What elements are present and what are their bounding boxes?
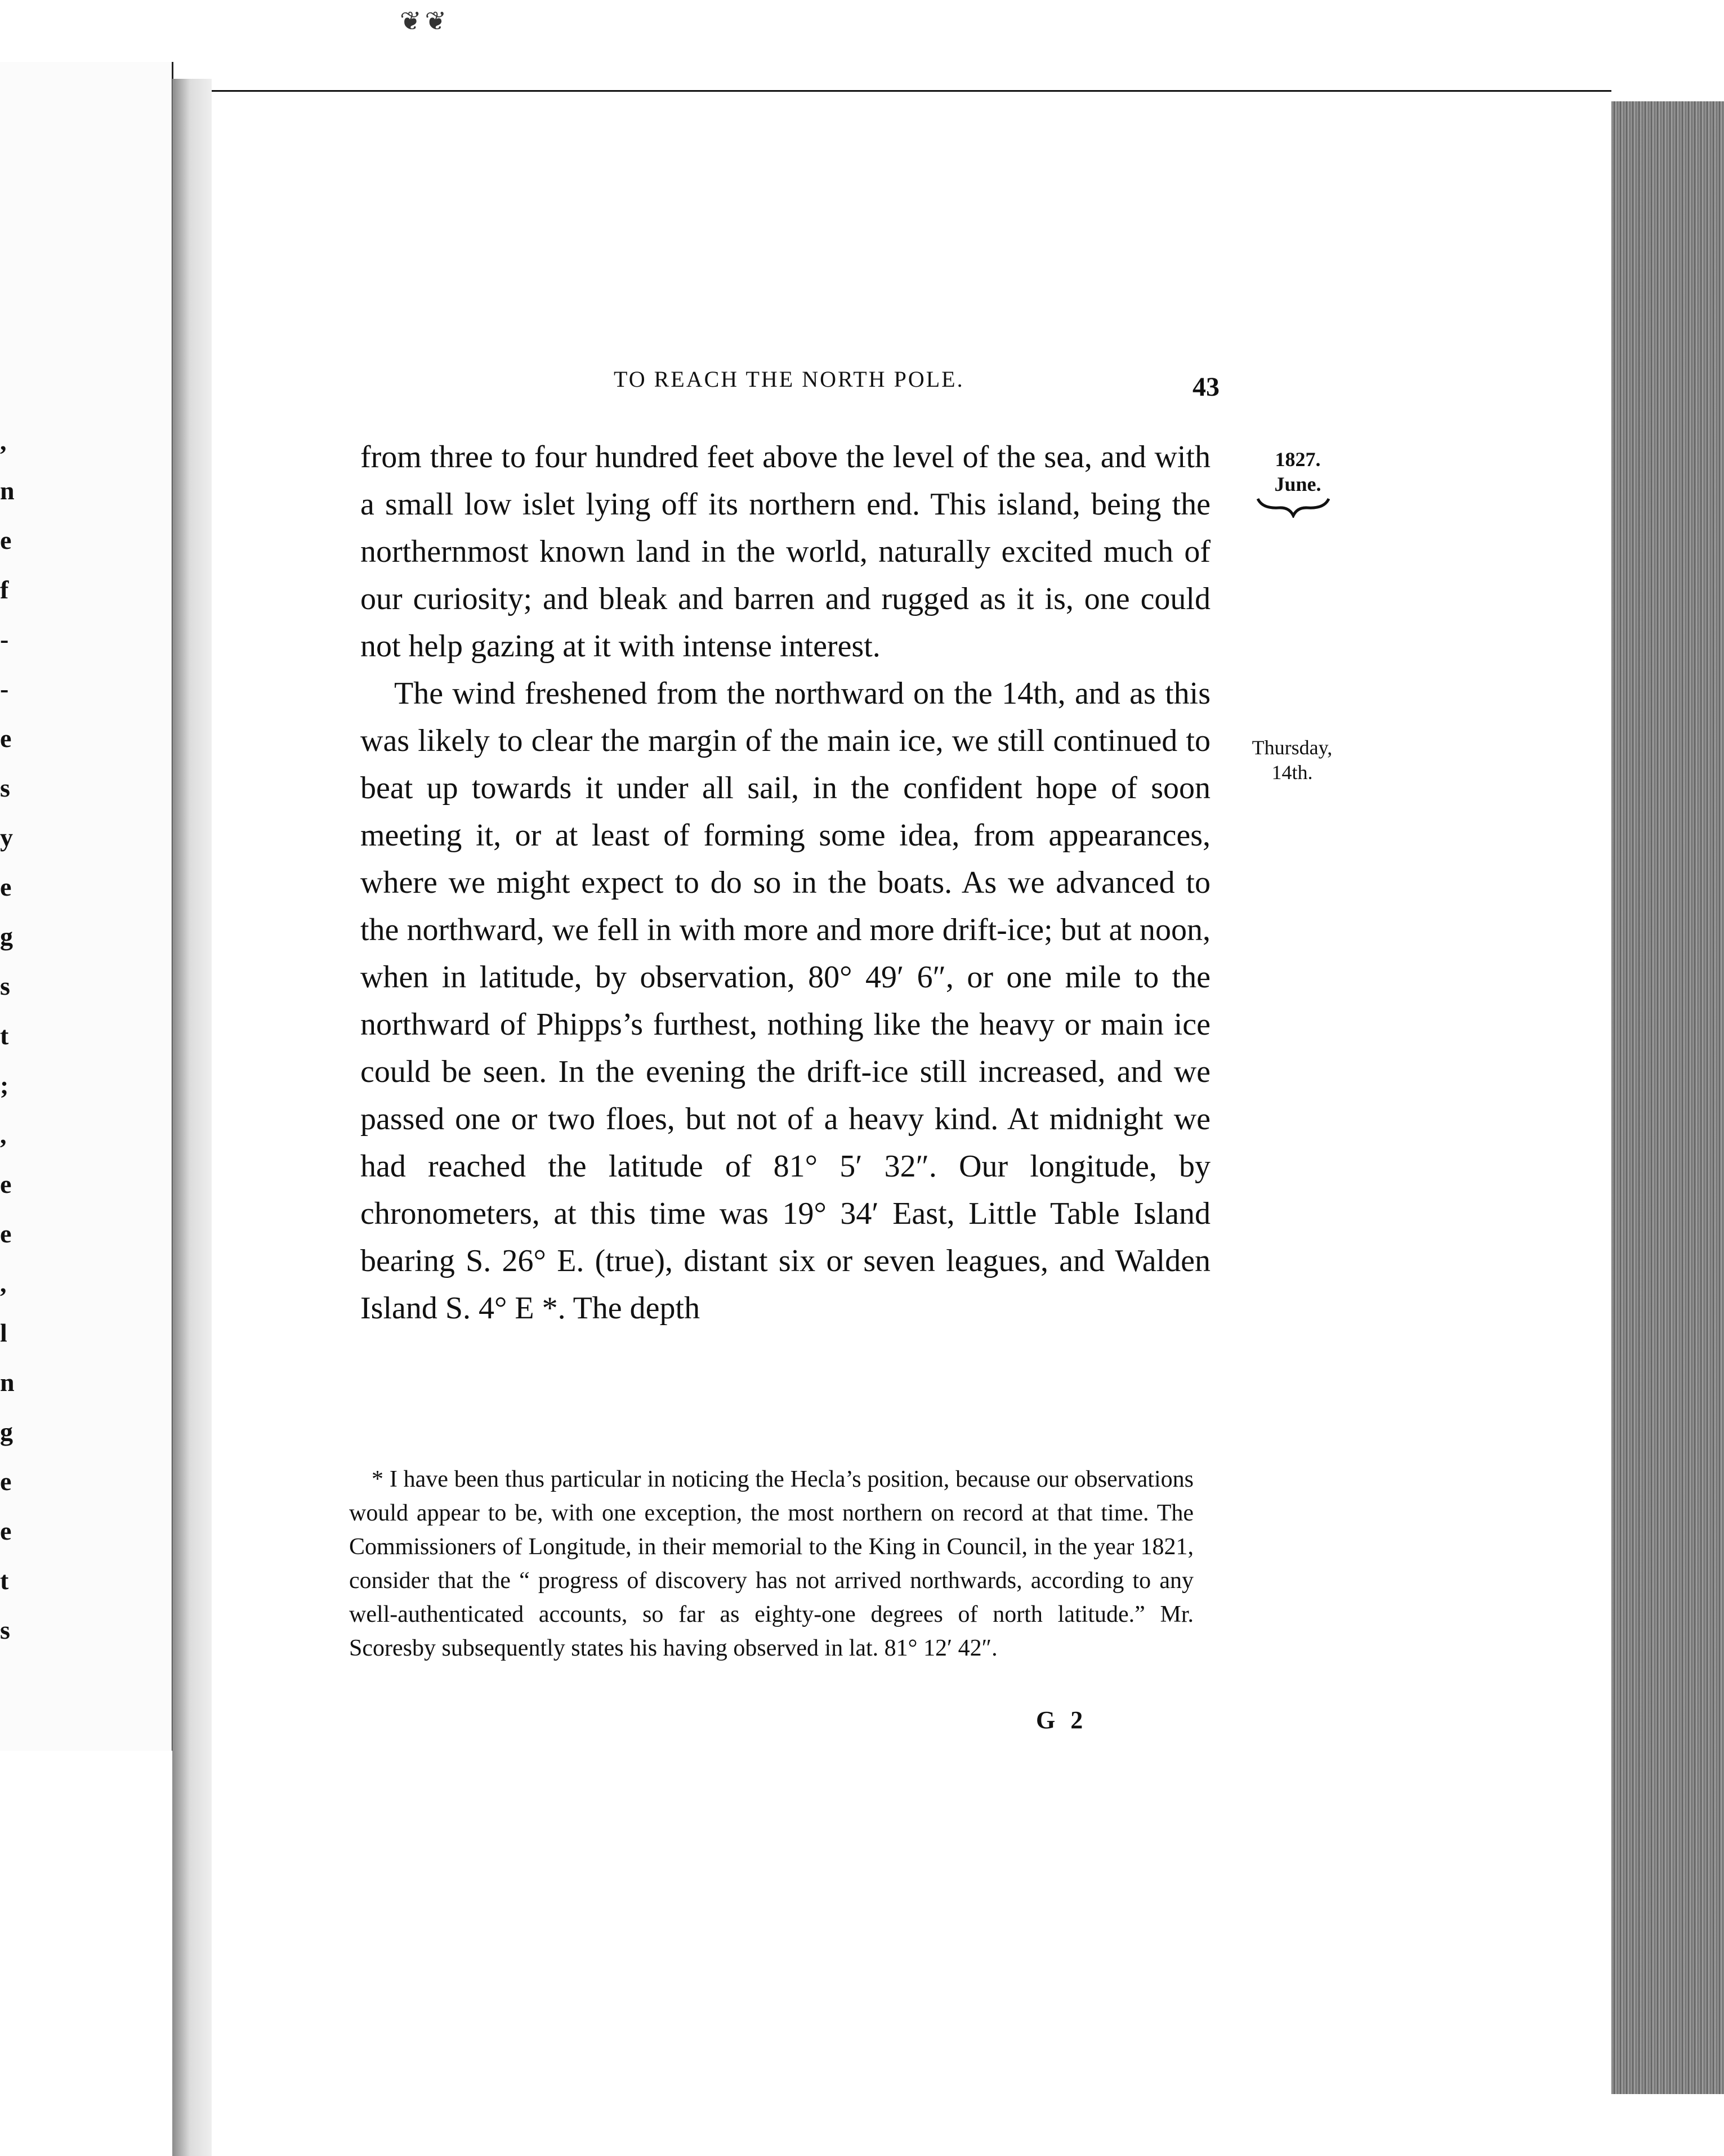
page-number: 43 — [1192, 372, 1220, 402]
left-margin-char: g — [0, 1417, 13, 1446]
sidenote-year — [1256, 447, 1340, 496]
running-head: TO REACH THE NORTH POLE. — [614, 366, 964, 392]
left-margin-char: e — [0, 1467, 12, 1496]
left-margin-char: e — [0, 724, 12, 753]
left-margin-char: , — [0, 1120, 7, 1149]
paragraph-1: from three to four hundred feet above the level of the sea, and with a small low islet lying off its northern end. This island, being the northernmost known land in the world, naturally excited much of our curiosity; and bleak and barren and rugged as it is, one could not help gazing at it with intense interest. — [360, 440, 1211, 664]
left-margin-char: y — [0, 823, 13, 852]
paragraph-2: The wind freshened from the northward on the 14th, and as this was likely to clear the margin of the main ice, we still continued to beat up towards it under all sail, in the confident hope of soon meeting it, or at least of forming some idea, from appearances, where we might expect to do so in the boats. As we advanced to the northward, we fell in with more and more drift-ice; but at noon, when in latitude, by observation, 80° 49′ 6″, or one mile to the northward of Phipps’s furthest, nothing like the heavy or main ice could be seen. In the evening the drift-ice still increased, and we passed one or two floes, but not of a heavy kind. At midnight we had reached the latitude of 81° 5′ 32″. Our longitude, by chronometers, at this time was 19° 34′ East, Little Table Island bearing S. 26° E. (true), distant six or seven leagues, and Walden Island S. 4° E *. The depth — [360, 676, 1211, 1326]
sidenote-day-text: Thursday, — [1252, 736, 1333, 759]
left-margin-char: t — [0, 1021, 9, 1050]
footnote-text: * I have been thus particular in noticing the Hecla’s position, because our observations would appear to be, with one exception, the most northern on record at that time. The Commissioners of Longitude, in their memorial to the King in Council, in the year 1821, consider that the “ progress of discovery has not arrived northwards, according to any well-authenticated accounts, so far as eighty-one degrees of north latitude.” Mr. Scoresby subsequently states his having observed in lat. 81° 12′ 42″. — [349, 1466, 1194, 1661]
left-margin-char: t — [0, 1566, 9, 1595]
left-margin-char: e — [0, 1219, 12, 1248]
left-margin-char: g — [0, 922, 13, 951]
left-margin-char: e — [0, 526, 12, 554]
left-margin-char: n — [0, 1368, 15, 1397]
left-page-text-fragments — [0, 417, 17, 1655]
sidenote-year-text: 1827. — [1275, 448, 1321, 471]
left-margin-char: n — [0, 476, 15, 505]
left-margin-char: s — [0, 773, 10, 802]
left-margin-char: , — [0, 1269, 7, 1298]
sidenote-month-text: June. — [1274, 473, 1321, 495]
book-gutter — [172, 79, 212, 2156]
page-stack-edge — [1611, 101, 1724, 2094]
left-margin-char: , — [0, 427, 7, 455]
body-text — [360, 433, 1211, 1332]
brace-icon — [1257, 495, 1330, 518]
left-margin-char: s — [0, 972, 10, 1000]
left-margin-char: ; — [0, 1071, 9, 1099]
left-margin-char: s — [0, 1616, 10, 1644]
signature-mark: G 2 — [1036, 1706, 1088, 1734]
left-margin-char: - — [0, 674, 9, 703]
sidenote-daynum-text: 14th. — [1271, 761, 1313, 784]
sidenote-date — [1233, 735, 1351, 785]
left-margin-char: e — [0, 1170, 12, 1198]
left-page-edge — [0, 62, 173, 1751]
left-margin-char: - — [0, 625, 9, 654]
left-margin-char: e — [0, 873, 12, 901]
left-margin-char: e — [0, 1517, 12, 1545]
ornament-mark: ❦❦ — [400, 7, 450, 35]
left-margin-char: f — [0, 575, 9, 604]
left-margin-char: l — [0, 1318, 7, 1347]
footnote — [349, 1462, 1194, 1665]
